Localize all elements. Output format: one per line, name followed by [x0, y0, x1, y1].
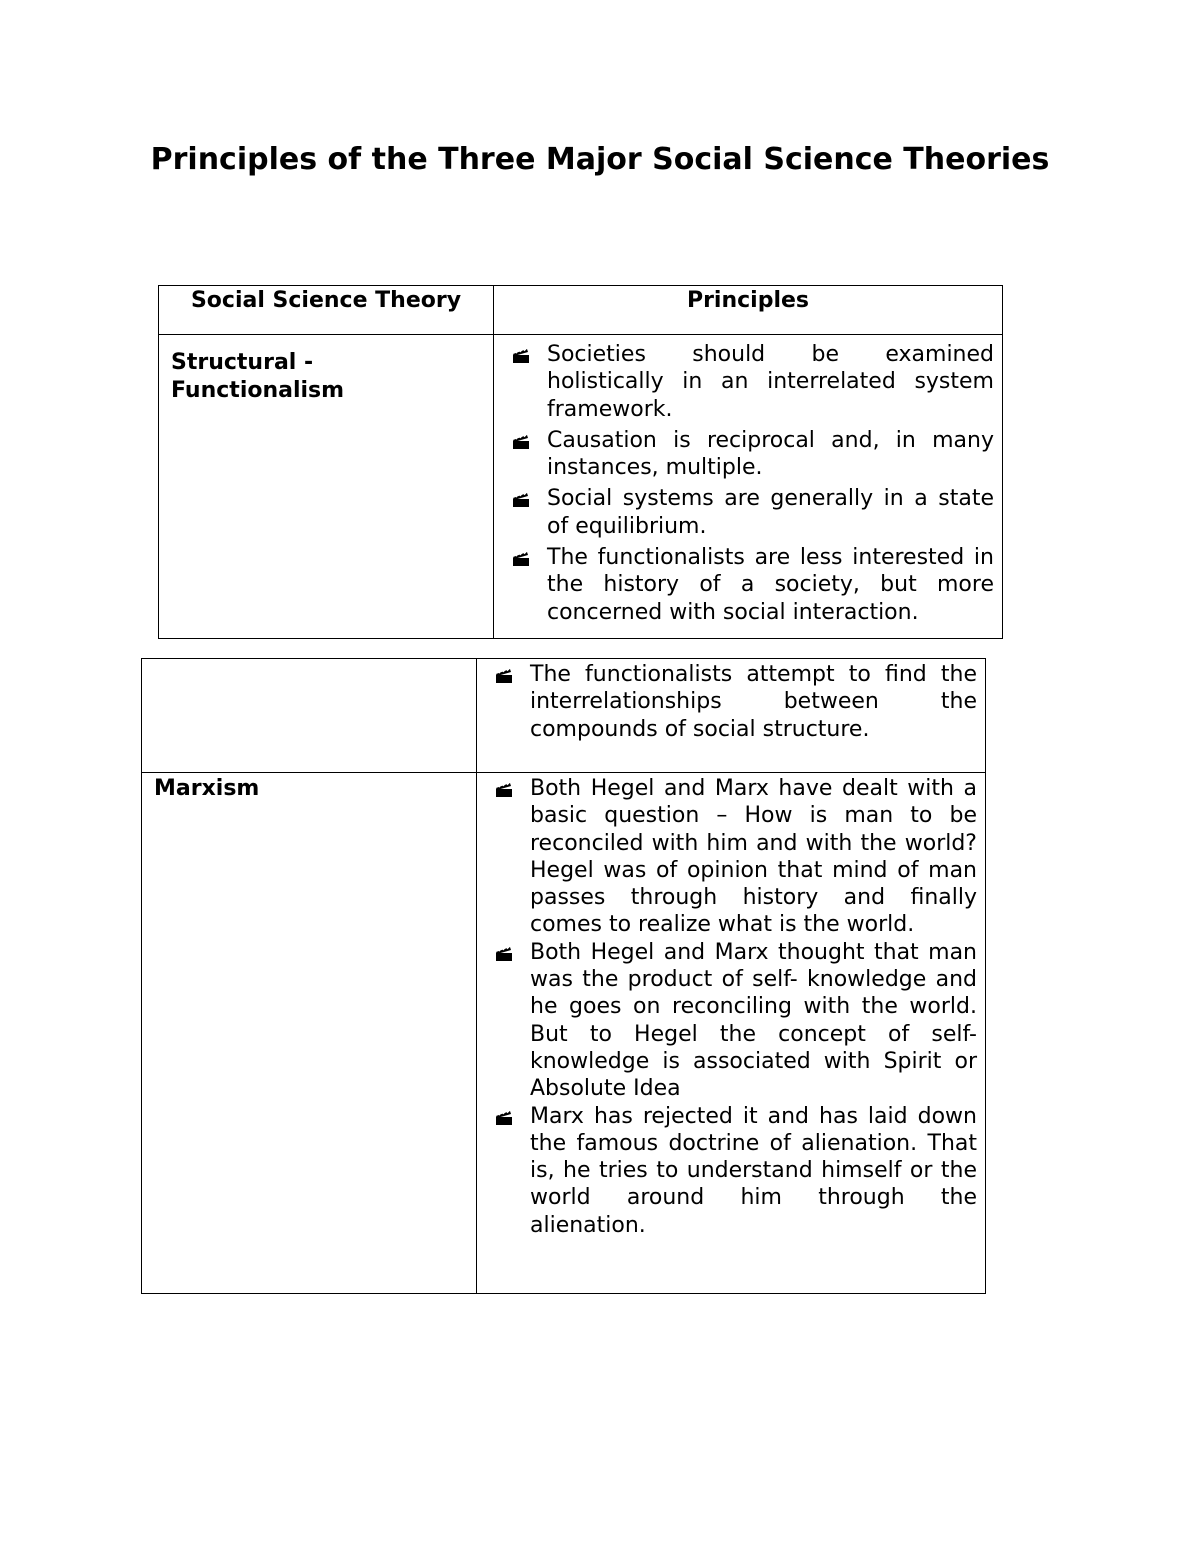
table-row — [142, 773, 986, 1294]
theory-cell — [159, 335, 494, 639]
table-row — [142, 659, 986, 773]
principle-text: The functionalists attempt to find the interrelationships between the compounds of social structure. — [530, 662, 977, 742]
clapperboard-bullet-icon — [495, 783, 513, 797]
principles-list — [477, 659, 985, 751]
theory-cell — [142, 659, 477, 773]
theory-name — [142, 659, 476, 661]
clapperboard-bullet-icon — [512, 493, 530, 507]
list-item — [495, 1103, 977, 1239]
clapperboard-bullet-icon — [495, 669, 513, 683]
list-item — [495, 775, 977, 939]
header-theory: Social Science Theory — [159, 286, 494, 335]
table-row — [159, 335, 1003, 639]
clapperboard-bullet-icon — [512, 435, 530, 449]
theory-name: Marxism — [154, 776, 260, 801]
principles-cell — [477, 659, 986, 773]
list-item — [512, 427, 994, 482]
clapperboard-bullet-icon — [495, 1111, 513, 1125]
principle-text: Both Hegel and Marx have dealt with a basic question – How is man to be reconciled with him and with the world? Hegel was of opinion that mind of man passes through history and finally comes to realize what is the world. — [530, 776, 977, 938]
page-title: Principles of the Three Major Social Science Theories — [150, 142, 1050, 177]
principle-text: Societies should be examined holistically in an interrelated system framework. — [547, 342, 994, 422]
list-item — [512, 341, 994, 423]
theories-table — [158, 285, 1003, 639]
table-header-row — [159, 286, 1003, 335]
list-item — [495, 939, 977, 1103]
theories-table-continued — [141, 658, 986, 1294]
principles-cell — [494, 335, 1003, 639]
principle-text: Social systems are generally in a state of equilibrium. — [547, 486, 994, 539]
header-principles: Principles — [494, 286, 1003, 335]
clapperboard-bullet-icon — [512, 552, 530, 566]
principle-text: The functionalists are less interested in the history of a society, but more concerned with social interaction. — [547, 545, 994, 625]
principle-text: Causation is reciprocal and, in many instances, multiple. — [547, 427, 994, 481]
clapperboard-bullet-icon — [512, 349, 530, 363]
principles-cell — [477, 773, 986, 1294]
principles-list — [494, 335, 1002, 638]
list-item — [512, 544, 994, 626]
list-item — [495, 661, 977, 743]
principle-text: Marx has rejected it and has laid down the famous doctrine of alienation. That is, he tries to understand himself or the world around him through the alienation. — [530, 1103, 977, 1238]
clapperboard-bullet-icon — [495, 947, 513, 961]
list-item — [512, 485, 994, 540]
theory-cell — [142, 773, 477, 1294]
theory-name: Structural - Functionalism — [171, 350, 345, 403]
principles-list — [477, 773, 985, 1247]
principle-text: Both Hegel and Marx thought that man was the product of self- knowledge and he goes on reconciling with the world. But to Hegel the concept of self- knowledge is associated with Spirit or Absolute Idea — [530, 939, 977, 1102]
